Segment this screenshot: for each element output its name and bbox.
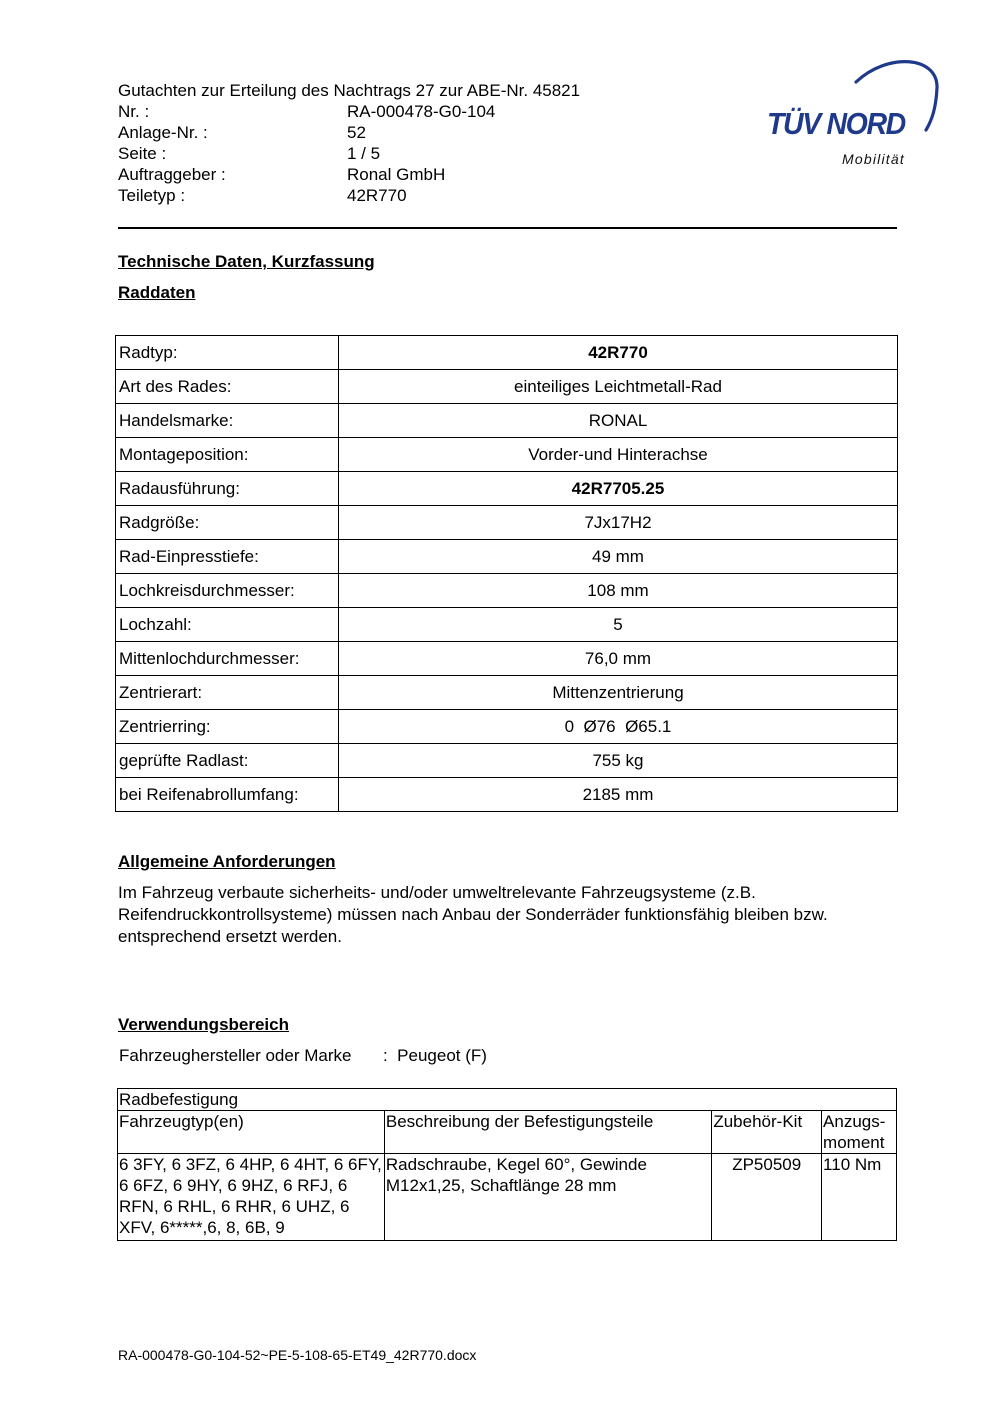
row-value: 755 kg	[339, 744, 898, 778]
table-row	[116, 744, 898, 778]
header-field-seite: Seite : 1 / 5	[118, 144, 381, 163]
row-value: 0 Ø76 Ø65.1	[339, 710, 898, 744]
section-heading-allgemeine: Allgemeine Anforderungen	[118, 852, 336, 871]
table-row	[116, 336, 898, 370]
manufacturer-line	[119, 1046, 487, 1066]
row-value: Vorder-und Hinterachse	[339, 438, 898, 472]
row-value: 2185 mm	[339, 778, 898, 812]
row-value: 42R770	[339, 336, 898, 370]
row-label: bei Reifenabrollumfang:	[116, 778, 339, 812]
row-label: Art des Rades:	[116, 370, 339, 404]
row-label: Zentrierring:	[116, 710, 339, 744]
manufacturer-label: Fahrzeughersteller oder Marke	[119, 1046, 352, 1065]
row-label: Radtyp:	[116, 336, 339, 370]
allgemeine-paragraph: Im Fahrzeug verbaute sicherheits- und/oder umweltrelevante Fahrzeugsysteme (z.B. Reifendruckkontrollsysteme) müssen nach Anbau der Sonderräder funktionsfähig bleiben bzw. entsprechend ersetzt werden.	[118, 883, 828, 946]
header-divider	[118, 227, 897, 229]
section-heading-verwendung: Verwendungsbereich	[118, 1015, 289, 1034]
logo-subtitle: Mobilität	[842, 151, 905, 167]
row-value: 76,0 mm	[339, 642, 898, 676]
row-value: einteiliges Leichtmetall-Rad	[339, 370, 898, 404]
table-title: Radbefestigung	[118, 1089, 897, 1111]
cell-vehicle-types: 6 3FY, 6 3FZ, 6 4HP, 6 4HT, 6 6FY, 6 6FZ, 6 9HY, 6 9HZ, 6 RFJ, 6 RFN, 6 RHL, 6 RHR, 6 UHZ, 6 XFV, 6*****,6, 8, 6B, 9	[118, 1154, 385, 1241]
wheel-data-table	[115, 335, 898, 812]
column-header-torque: Anzugs- moment	[822, 1111, 897, 1154]
row-label: Lochzahl:	[116, 608, 339, 642]
table-row	[116, 438, 898, 472]
header-field-nr: Nr. : RA-000478-G0-104	[118, 102, 496, 121]
table-row	[116, 574, 898, 608]
manufacturer-value: : Peugeot (F)	[383, 1046, 487, 1065]
row-value: 42R7705.25	[339, 472, 898, 506]
table-row	[116, 676, 898, 710]
cell-kit: ZP50509	[712, 1154, 822, 1241]
column-header-description: Beschreibung der Befestigungsteile	[384, 1111, 711, 1154]
cell-description: Radschraube, Kegel 60°, Gewinde M12x1,25, Schaftlänge 28 mm	[384, 1154, 711, 1241]
header-field-anlage: Anlage-Nr. : 52	[118, 123, 366, 142]
tuev-nord-logo	[760, 58, 950, 173]
row-value: 108 mm	[339, 574, 898, 608]
row-value: Mittenzentrierung	[339, 676, 898, 710]
row-label: Lochkreisdurchmesser:	[116, 574, 339, 608]
table-row	[116, 370, 898, 404]
document-header	[118, 80, 580, 206]
table-title-row	[118, 1089, 897, 1111]
footer-filename: RA-000478-G0-104-52~PE-5-108-65-ET49_42R770.docx	[118, 1347, 477, 1363]
table-row	[116, 540, 898, 574]
table-row	[116, 642, 898, 676]
header-field-teiletyp: Teiletyp : 42R770	[118, 186, 407, 205]
column-header-kit: Zubehör-Kit	[712, 1111, 822, 1154]
row-label: Radgröße:	[116, 506, 339, 540]
table-row	[116, 778, 898, 812]
row-label: Montageposition:	[116, 438, 339, 472]
row-value: 49 mm	[339, 540, 898, 574]
row-label: Rad-Einpresstiefe:	[116, 540, 339, 574]
table-row	[116, 404, 898, 438]
row-label: Radausführung:	[116, 472, 339, 506]
table-row	[116, 472, 898, 506]
section-heading-technische-daten: Technische Daten, Kurzfassung	[118, 252, 375, 271]
table-row	[116, 710, 898, 744]
table-row	[118, 1154, 897, 1241]
wheel-fastening-table	[117, 1088, 897, 1241]
row-label: Handelsmarke:	[116, 404, 339, 438]
table-header-row	[118, 1111, 897, 1154]
row-value: 5	[339, 608, 898, 642]
table-row	[116, 608, 898, 642]
column-header-types: Fahrzeugtyp(en)	[118, 1111, 385, 1154]
row-label: geprüfte Radlast:	[116, 744, 339, 778]
header-field-auftraggeber: Auftraggeber : Ronal GmbH	[118, 165, 446, 184]
row-label: Zentrierart:	[116, 676, 339, 710]
logo-wordmark: TÜV NORD	[767, 106, 905, 141]
row-value: RONAL	[339, 404, 898, 438]
row-value: 7Jx17H2	[339, 506, 898, 540]
cell-torque: 110 Nm	[822, 1154, 897, 1241]
document-title: Gutachten zur Erteilung des Nachtrags 27 zur ABE-Nr. 45821	[118, 81, 581, 100]
row-label: Mittenlochdurchmesser:	[116, 642, 339, 676]
table-row	[116, 506, 898, 540]
section-heading-raddaten: Raddaten	[118, 283, 196, 302]
